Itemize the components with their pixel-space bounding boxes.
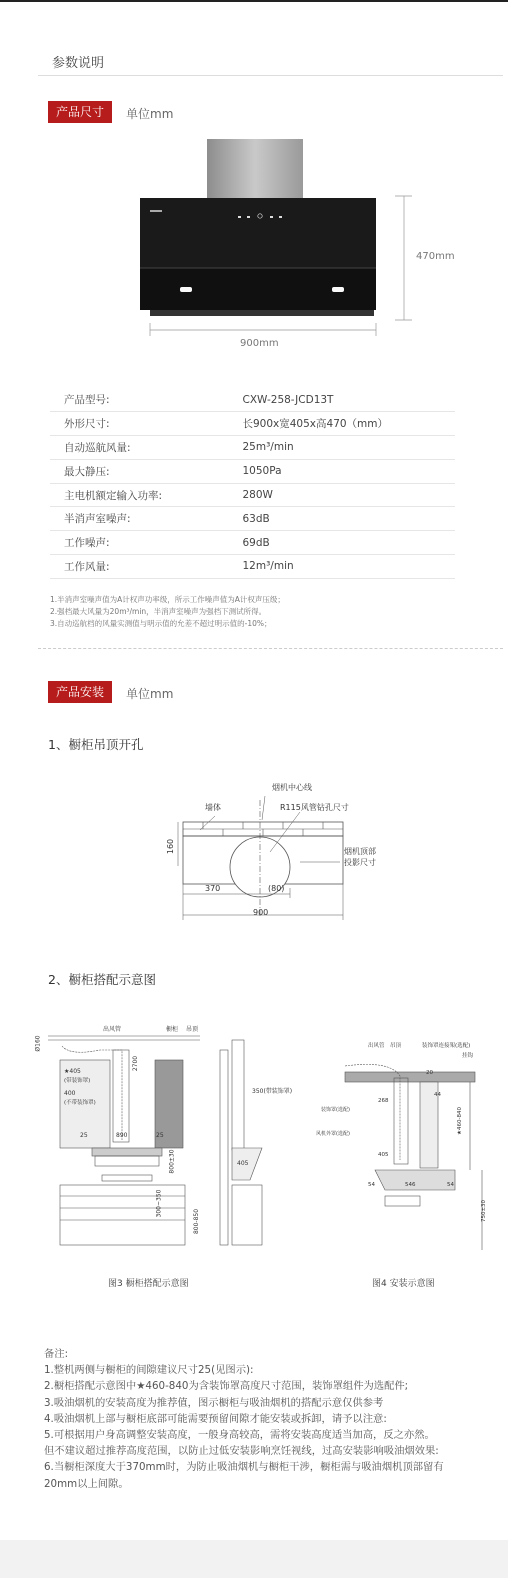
dim-900: 900 [253, 908, 269, 917]
projection-label-1: 烟机顶部 [344, 847, 376, 856]
fig4-d54b: 54 [447, 1182, 454, 1188]
fig4-ceiling: 吊顶 [390, 1043, 402, 1049]
spec-note: 1.半消声室噪声值为A计权声功率级，所示工作噪声值为A计权声压级； [50, 595, 285, 604]
ceiling-hole-diagram [0, 770, 508, 930]
dim-370: 370 [205, 884, 221, 893]
fig3-duct: 出风管 [103, 1026, 122, 1033]
spec-row [50, 555, 455, 579]
fig4-d750: 750±30 [481, 1199, 488, 1223]
fig3-d300: 300~350 [155, 1189, 163, 1218]
remark-line: 1.整机两侧与橱柜的间隙建议尺寸25(见图示): [44, 1364, 254, 1377]
spec-row [50, 459, 455, 483]
fig4-d54a: 54 [368, 1182, 375, 1188]
remark-line: 3.吸油烟机的安装高度为推荐值，图示橱柜与吸油烟机的搭配示意仅供参考 [44, 1396, 384, 1409]
fig3-cabinet: 橱柜 [166, 1026, 179, 1033]
fig4-duct: 出风管 [368, 1043, 385, 1049]
fig4-d44: 44 [434, 1092, 441, 1098]
spec-row [50, 436, 455, 460]
step2-title: 2、橱柜搭配示意图 [48, 972, 156, 987]
section-divider [38, 648, 503, 649]
remark-line: 2.橱柜搭配示意图中★460-840为含装饰罩高度尺寸范围，装饰罩组件为选配件; [44, 1380, 409, 1393]
spec-value: 12m³/min [203, 555, 456, 579]
spec-row [50, 412, 455, 436]
fig4-star460: ★460-840 [456, 1107, 463, 1135]
fig3-caption: 图3 橱柜搭配示意图 [108, 1279, 189, 1289]
fig3-star405: ★405 [64, 1068, 81, 1075]
fig3-d400: 400 [64, 1090, 76, 1097]
height-dimension: 470mm [416, 251, 455, 262]
r115-label: R115风管钻孔尺寸 [280, 803, 349, 812]
remark-line: 20mm以上间隙。 [44, 1477, 129, 1490]
install-diagram [0, 1020, 508, 1270]
install-unit: 单位mm [126, 687, 174, 701]
fig3-no-cover: (不带装饰罩) [64, 1100, 96, 1106]
step1-title: 1、橱柜吊顶开孔 [48, 737, 144, 752]
fig4-caption: 图4 安装示意图 [372, 1279, 435, 1289]
spec-note: 2.强档最大风量为20m³/min，半消声室噪声为强档下测试所得。 [50, 607, 267, 616]
spec-value: CXW-258-JCD13T [203, 388, 456, 412]
spec-label: 最大静压: [50, 459, 203, 483]
spec-label: 半消声室噪声: [50, 507, 203, 531]
projection-label-2: 投影尺寸 [344, 858, 376, 867]
spec-value: 280W [203, 483, 456, 507]
range-hood-illustration [0, 0, 508, 360]
spec-label: 工作风量: [50, 555, 203, 579]
spec-value: 69dB [203, 531, 456, 555]
wall-label: 墙体 [205, 803, 221, 812]
spec-table [50, 388, 455, 579]
fig4-d268: 268 [378, 1098, 389, 1104]
fig4-cover-screw: 装饰罩连接架(选配) [422, 1043, 471, 1049]
spec-value: 63dB [203, 507, 456, 531]
remark-line: 4.吸油烟机上部与橱柜底部可能需要预留间隙才能安装或拆卸，请予以注意: [44, 1412, 387, 1425]
spec-row [50, 507, 455, 531]
section-title: 参数说明 [52, 56, 105, 71]
fig3-d2700: 2700 [132, 1055, 140, 1072]
fig4-d546: 546 [405, 1182, 416, 1188]
fig4-d405: 405 [378, 1152, 389, 1158]
dim-80: (80) [268, 884, 285, 893]
fig3-phi160: Ø160 [34, 1035, 42, 1052]
fig3-ceiling: 吊顶 [186, 1026, 199, 1033]
dim-160: 160 [166, 838, 176, 855]
spec-label: 主电机额定输入功率: [50, 483, 203, 507]
center-line-label: 烟机中心线 [272, 783, 312, 792]
width-dimension: 900mm [240, 338, 279, 349]
fig3-d890: 890 [116, 1132, 128, 1139]
spec-value: 25m³/min [203, 436, 456, 460]
fig3-d405: 405 [237, 1160, 249, 1167]
size-tag: 产品尺寸 [48, 101, 112, 123]
spec-notes [50, 594, 285, 630]
fig4-hook: 挂钩 [462, 1053, 474, 1059]
remark-line: 5.可根据用户身高调整安装高度，一般身高较高，需将安装高度适当加高，反之亦然。 [44, 1429, 435, 1442]
spec-value: 长900x宽405x高470（mm） [203, 412, 456, 436]
fig4-cover-opt: 装饰罩(选配) [321, 1107, 350, 1113]
fig4-out-cover: 风机外罩(选配) [316, 1131, 350, 1137]
fig3-d25: 25 [80, 1132, 88, 1139]
spec-row [50, 531, 455, 555]
fig3-d800b: 800-850 [193, 1208, 201, 1235]
spec-label: 自动巡航风量: [50, 436, 203, 460]
spec-value: 1050Pa [203, 459, 456, 483]
remark-line: 但不建议超过推荐高度范围，以防止过低安装影响烹饪视线，过高安装影响吸油烟效果: [44, 1445, 439, 1458]
fig4-d20: 20 [426, 1070, 433, 1076]
spec-label: 工作噪声: [50, 531, 203, 555]
fig3-d350: 350(带装饰罩) [252, 1088, 293, 1095]
remarks-title: 备注: [44, 1348, 69, 1360]
bottom-bar [0, 1540, 508, 1578]
spec-row [50, 483, 455, 507]
spec-note: 3.自动巡航档的风量实测值与明示值的允差不超过明示值的-10%； [50, 619, 272, 628]
remark-line: 6.当橱柜深度大于370mm时，为防止吸油烟机与橱柜干涉，橱柜需与吸油烟机顶部留有 [44, 1461, 444, 1474]
spec-row [50, 388, 455, 412]
fig3-d800: 800±30 [168, 1149, 176, 1174]
size-unit: 单位mm [126, 107, 174, 121]
spec-label: 产品型号: [50, 388, 203, 412]
fig3-d25b: 25 [156, 1132, 164, 1139]
remarks [44, 1346, 504, 1492]
fig3-with-cover: (带装饰罩) [64, 1078, 91, 1084]
install-tag: 产品安装 [48, 681, 112, 703]
spec-label: 外形尺寸: [50, 412, 203, 436]
